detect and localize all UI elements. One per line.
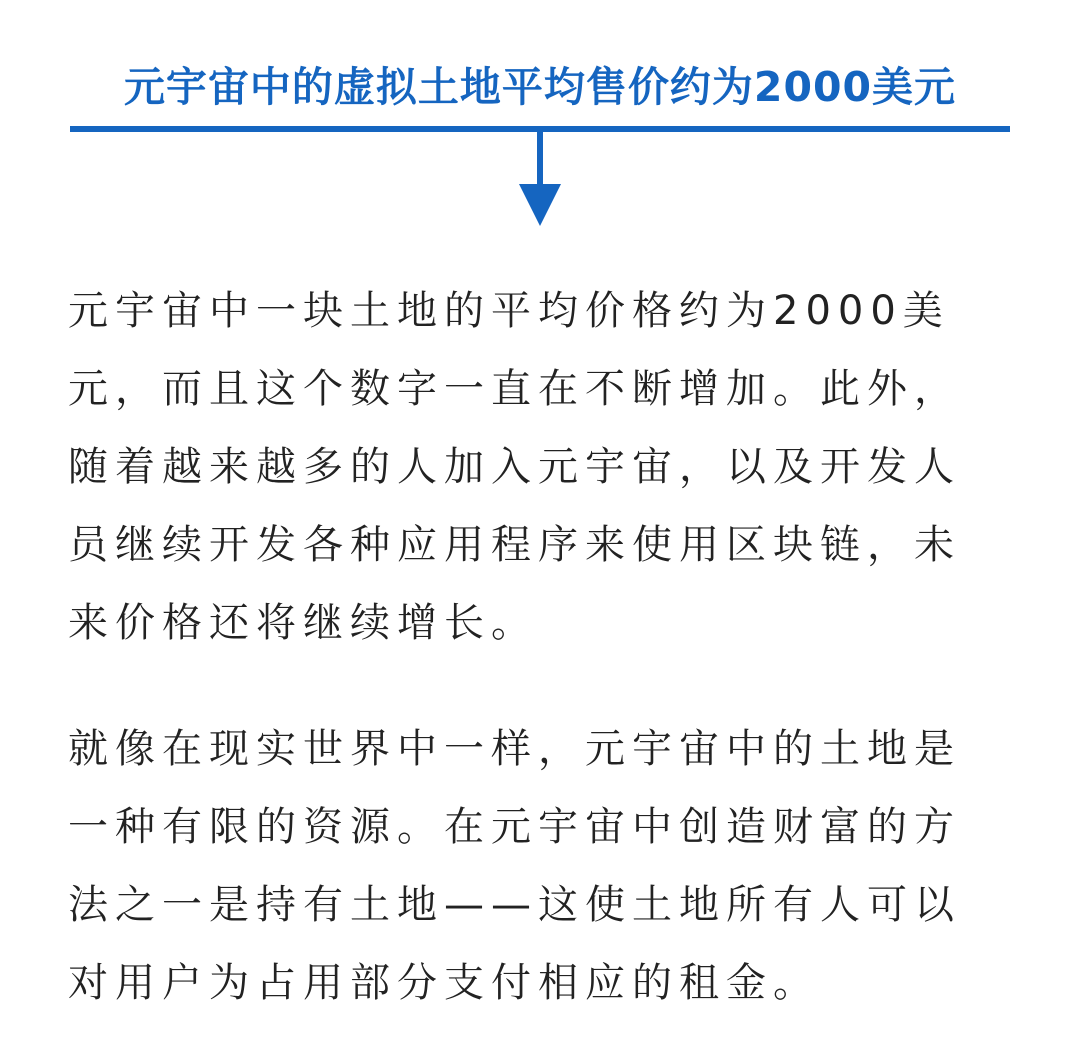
paragraph-line: 元宇宙中一块土地的平均价格约为2000美 (68, 288, 950, 334)
paragraph-line: 一种有限的资源。在元宇宙中创造财富的方 (68, 804, 961, 850)
down-arrow-icon (505, 130, 575, 230)
paragraph-line: 员继续开发各种应用程序来使用区块链，未 (68, 522, 961, 568)
paragraph-line: 来价格还将继续增长。 (68, 600, 538, 646)
paragraph-line: 法之一是持有土地——这使土地所有人可以 (68, 882, 961, 928)
paragraph-line: 随着越来越多的人加入元宇宙，以及开发人 (68, 444, 961, 490)
paragraph-line: 元，而且这个数字一直在不断增加。此外， (68, 366, 961, 412)
paragraph-line: 对用户为占用部分支付相应的租金。 (68, 960, 820, 1006)
paragraph-line: 就像在现实世界中一样，元宇宙中的土地是 (68, 726, 961, 772)
article-heading: 元宇宙中的虚拟土地平均售价约为2000美元 (123, 63, 957, 111)
paragraph-2 (68, 710, 1013, 1022)
paragraph-1 (68, 272, 1013, 662)
